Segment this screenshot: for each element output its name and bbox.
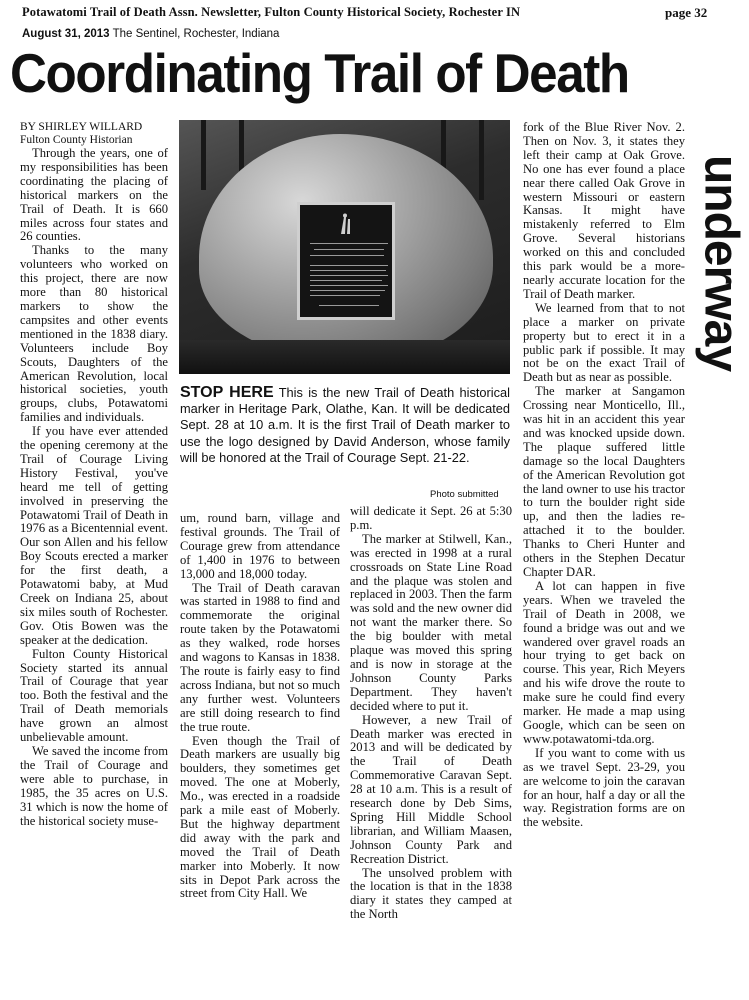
paragraph: A lot can happen in five years. When we traveled the Trail of Death in 2008, we found a bridge was out and we wandered over gravel roads an hour trying to get back on course. This year, Rich Meyers and his wife drove the route to make sure he could find every marker. He made a map using Google, which can be seen on www.potawatomi-tda.org. xyxy=(523,578,685,746)
photo-credit: Photo submitted xyxy=(430,489,499,500)
boulder-marker-photo xyxy=(179,120,510,374)
headline-vertical xyxy=(691,132,749,394)
paragraph: We learned from that to not place a marker on private property but to erect it in a public park if possible. It may not be on the exact Trail of Death but as near as possible. xyxy=(523,300,685,385)
paragraph: fork of the Blue River Nov. 2. Then on Nov. 3, it states they left their camp at Oak Grove. No one has ever found a place near there called Oak Grove in western Missouri or eastern Kansas. It might have mistakenly referred to Elm Grove. Several historians worked on this and concluded this park would be a more-nearly accurate location for the Trail of Death marker. xyxy=(523,120,685,301)
byline-role: Fulton County Historian xyxy=(20,134,133,146)
paragraph: The Trail of Death caravan was started in 1988 to find and commemorate the original route taken by the Potawatomi as they walked, rode horses and wagons to Kansas in 1838. The route is fairly easy to find across Indiana, but not so much any further west. Volunteers are still doing research to find the true route. xyxy=(180,580,340,734)
paragraph: Thanks to the many volunteers who worked on this project, there are now more than 80 historical markers to show the campsites and other events mentioned in the 1838 diary. Volunteers include Boy Scouts, Daughters of the American Revolution, local historical societies, youth groups, clubs, Potawatomi families and individuals. xyxy=(20,243,168,425)
issue-date: August 31, 2013 xyxy=(22,28,110,40)
paragraph: The marker at Sangamon Crossing near Monticello, Ill., was hit in an accident this year and was knocked upside down. The plaque suffered little damage so the local Daughters of the American Revolution got the land owner to use his tractor to turn the boulder right side up, and then the ladies re-attached it to the boulder. Thanks to Cheri Hunter and others in the Stephen Decatur Chapter DAR. xyxy=(523,384,685,579)
article-column-3 xyxy=(350,505,512,922)
paragraph: If you have ever attended the opening ceremony at the Trail of Courage Living History Festival, you've heard me tell of getting involved in preserving the Potawatomi Trail of Death in 1976 as a Bicentennial event. Our son Allen and his fellow Boy Scouts erected a marker for the first death, a Potawatomi baby, at Mud Creek on Indiana 25, about six miles south of Rochester. Gov. Otis Bowen was the speaker at the dedication. xyxy=(20,424,168,647)
paragraph: The marker at Stilwell, Kan., was erected in 1998 at a rural crossroads on State Line Road and the plaque was stolen and replaced in 2003. Then the farm was sold and the new owner did not want the marker there. So the big boulder with metal plaque was moved this spring and is now in storage at the Johnson County Parks Department. They haven't decided where to put it. xyxy=(350,531,512,713)
article-column-2 xyxy=(180,512,340,901)
headline: Coordinating Trail of Death xyxy=(10,42,629,104)
article-column-4 xyxy=(523,121,685,830)
publication-source: The Sentinel, Rochester, Indiana xyxy=(112,28,280,40)
paragraph: We saved the income from the Trail of Courage and were able to purchase, in 1985, the 35 acres on U.S. 31 which is now the home of the historical society muse- xyxy=(20,743,168,828)
caption-text: This is the new Trail of Death historical marker in Heritage Park, Olathe, Kan. It will be dedicated Sept. 28 at 10 a.m. It is the first Trail of Death marker to use the logo designed by David Anderson, whose family will be honored at the Trail of Courage Sept. 21-22. xyxy=(180,385,510,465)
paragraph: Even though the Trail of Death markers are usually big boulders, they sometimes get moved. The one at Moberly, Mo., was erected in a roadside park a mile east of Moberly. But the highway department did away with the park and moved the Trail of Death marker into Moberly. It now sits in Depot Park across the street from City Hall. We xyxy=(180,733,340,901)
page-number: page 32 xyxy=(665,5,708,20)
headline-vertical-text: underway xyxy=(694,154,748,372)
byline-author: BY SHIRLEY WILLARD xyxy=(20,121,143,133)
paragraph: However, a new Trail of Death marker was erected in 2013 and will be dedicated by the Trail of Death Commemorative Caravan Sept. 28 at 10 a.m. This is a result of research done by Deb Sims, Spring Hill Middle School librarian, and William Maasen, Johnson County Park and Recreation District. xyxy=(350,712,512,866)
dateline xyxy=(22,28,279,40)
paragraph: If you want to come with us as we travel Sept. 23-29, you are welcome to join the caravan for an hour, half a day or all the way. Registration forms are on the website. xyxy=(523,745,685,830)
article-column-1 xyxy=(20,121,168,828)
photo-caption xyxy=(180,385,510,466)
newsletter-header: Potawatomi Trail of Death Assn. Newsletter, Fulton County Historical Society, Rochester IN xyxy=(22,5,521,19)
paragraph: Fulton County Historical Society started its annual Trail of Courage that year too. Both the festival and the Trail of Death memorials have grown an almost unbelievable amount. xyxy=(20,646,168,745)
metal-plaque xyxy=(297,202,395,320)
trail-logo-icon xyxy=(338,213,354,235)
paragraph: Through the years, one of my responsibilities has been coordinating the placing of historical markers on the Trail of Death. It is 660 miles across four states and 26 counties. xyxy=(20,146,168,244)
paragraph: um, round barn, village and festival grounds. The Trail of Courage grew from attendance of 1,400 in 1976 to between 13,000 and 18,000 today. xyxy=(180,511,340,581)
caption-lead: STOP HERE xyxy=(180,384,274,401)
paragraph: will dedicate it Sept. 26 at 5:30 p.m. xyxy=(350,504,512,532)
paragraph: The unsolved problem with the location is that in the 1838 diary it states they camped at the North xyxy=(350,865,512,922)
